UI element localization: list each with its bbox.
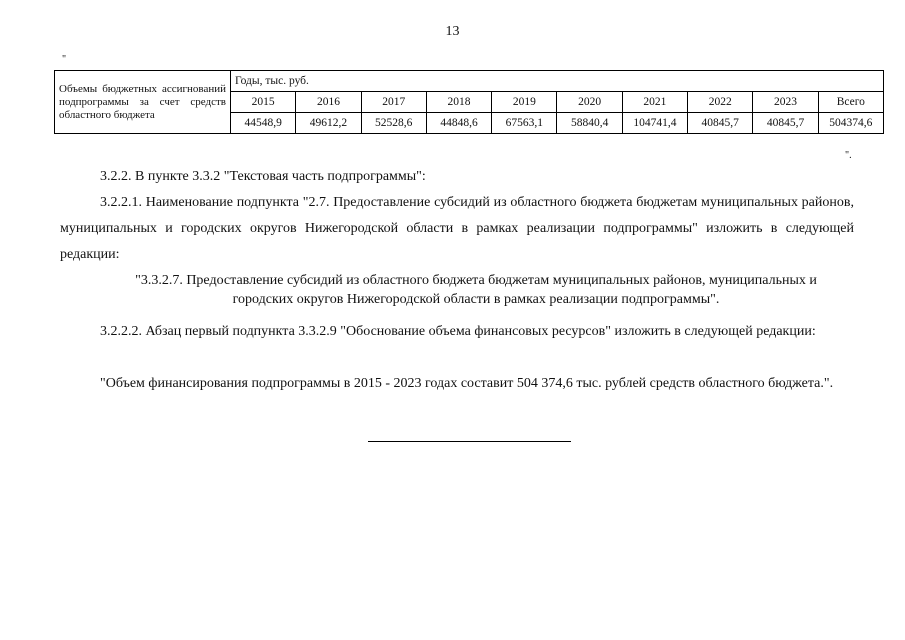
- value-cell: 104741,4: [622, 113, 687, 134]
- value-cell: 49612,2: [296, 113, 361, 134]
- paragraph-financing-volume: "Объем финансирования подпрограммы в 2015 - 2023 годах составит 504 374,6 тыс. рублей средств областного бюджета.".: [100, 376, 834, 391]
- quoted-new-wording: "3.3.2.7. Предоставление субсидий из областного бюджета бюджетам муниципальных районов, муниципальных и городских округов Нижегородской области в рамках реализации подпрограммы".: [135, 273, 817, 307]
- year-cell: 2018: [426, 92, 491, 113]
- closing-divider-line: [368, 441, 571, 442]
- opening-quote-mark: ": [62, 54, 67, 65]
- paragraph-3-2-2-2: 3.2.2.2. Абзац первый подпункта 3.3.2.9 "Обоснование объема финансовых ресурсов" изложить в следующей редакции:: [100, 324, 816, 339]
- total-header-cell: Всего: [818, 92, 883, 113]
- value-cell: 40845,7: [753, 113, 818, 134]
- closing-quote-mark: ".: [845, 150, 852, 161]
- year-cell: 2017: [361, 92, 426, 113]
- year-cell: 2019: [492, 92, 557, 113]
- budget-table: [54, 70, 884, 134]
- year-cell: 2015: [231, 92, 296, 113]
- paragraph-3-2-2-1: 3.2.2.1. Наименование подпункта "2.7. Предоставление субсидий из областного бюджета бюджетам муниципальных районов, муниципальных и городских округов Нижегородской области в рамках реализации подпрограммы" изложить в следующей редакции:: [60, 195, 854, 262]
- value-cell: 52528,6: [361, 113, 426, 134]
- paragraph-3-2-2: 3.2.2. В пункте 3.3.2 "Текстовая часть подпрограммы":: [100, 169, 426, 184]
- table-years-header: Годы, тыс. руб.: [231, 71, 884, 92]
- value-cell: 44548,9: [231, 113, 296, 134]
- table-row-label: Объемы бюджетных ассигнований подпрограммы за счет средств областного бюджета: [55, 71, 231, 134]
- value-cell: 67563,1: [492, 113, 557, 134]
- year-cell: 2020: [557, 92, 622, 113]
- page-number: 13: [445, 24, 460, 39]
- value-cell: 44848,6: [426, 113, 491, 134]
- value-cell: 58840,4: [557, 113, 622, 134]
- year-cell: 2016: [296, 92, 361, 113]
- total-value-cell: 504374,6: [818, 113, 883, 134]
- year-cell: 2023: [753, 92, 818, 113]
- year-cell: 2022: [688, 92, 753, 113]
- table-header-row: [55, 71, 884, 92]
- year-cell: 2021: [622, 92, 687, 113]
- value-cell: 40845,7: [688, 113, 753, 134]
